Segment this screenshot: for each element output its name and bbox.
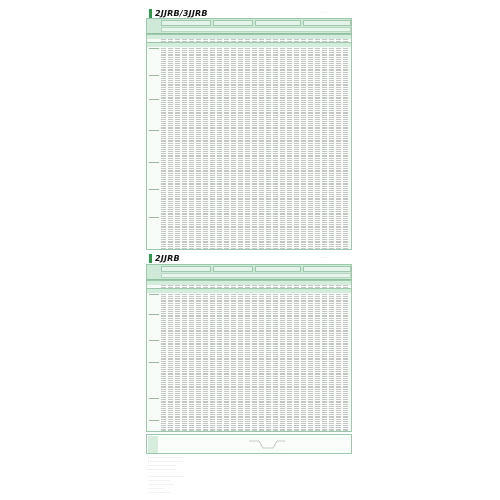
table-row <box>161 84 349 85</box>
cutting-conditions-table-2 <box>146 264 352 432</box>
table-row <box>161 285 349 286</box>
table-row <box>161 205 349 206</box>
table-row <box>161 112 349 113</box>
table-row <box>161 164 349 165</box>
table-row <box>161 378 349 379</box>
table-row <box>161 39 349 40</box>
table-row <box>161 358 349 359</box>
table-row <box>161 186 349 187</box>
table-row <box>161 177 349 178</box>
table-row <box>161 160 349 161</box>
row-group-label <box>149 162 159 163</box>
table-row <box>161 211 349 212</box>
table-row <box>161 337 349 338</box>
footnote-line: • ········ ·· ·· ····· ····· ···· ··· ······· ········ <box>148 461 181 463</box>
table-row <box>161 246 349 247</box>
table-row <box>161 416 349 417</box>
table-row <box>161 361 349 362</box>
units-note: ······ ····· <box>321 12 329 14</box>
table-row <box>161 155 349 156</box>
table-row <box>161 115 349 116</box>
table-row <box>161 371 349 372</box>
table-row <box>161 125 349 126</box>
cutting-conditions-table-1 <box>146 18 352 250</box>
table-row <box>161 50 349 51</box>
table-row <box>161 91 349 92</box>
table-row <box>161 425 349 426</box>
table-row <box>161 354 349 355</box>
table-row <box>161 136 349 137</box>
table-row <box>161 106 349 107</box>
table-row <box>161 414 349 415</box>
depth-diagram-icon <box>247 438 287 452</box>
table-subheader-band <box>147 42 351 47</box>
table-row <box>161 48 349 49</box>
row-group-label <box>149 99 159 100</box>
row-group-label <box>149 314 159 315</box>
table-row <box>161 324 349 325</box>
row-group-label <box>149 362 159 363</box>
table-row <box>161 419 349 420</box>
table-row <box>161 300 349 301</box>
table-row <box>161 78 349 79</box>
section-marker-icon <box>149 9 152 18</box>
table-row <box>161 95 349 96</box>
table-row <box>161 303 349 304</box>
footnote-line: · ········· ··· ······· ····· ······ <box>148 480 170 482</box>
table-row <box>161 162 349 163</box>
table-row <box>161 170 349 171</box>
table-row <box>161 229 349 230</box>
table-row <box>161 123 349 124</box>
table-rows <box>147 34 351 250</box>
table-row <box>161 346 349 347</box>
table-row <box>161 192 349 193</box>
table-row <box>161 145 349 146</box>
table-row <box>161 373 349 374</box>
table-row <box>161 241 349 242</box>
table-row <box>161 132 349 133</box>
row-group-label <box>149 189 159 190</box>
table-row <box>161 76 349 77</box>
table-row <box>161 61 349 62</box>
table-row <box>161 119 349 120</box>
table-row <box>161 231 349 232</box>
row-group-label <box>149 340 159 341</box>
table-row <box>161 130 349 131</box>
table-row <box>161 110 349 111</box>
table-row <box>161 350 349 351</box>
table-row <box>161 309 349 310</box>
table-row <box>161 367 349 368</box>
table-row <box>161 209 349 210</box>
table-row <box>161 382 349 383</box>
table-row <box>161 138 349 139</box>
table-row <box>161 335 349 336</box>
section-heading-1 <box>149 9 208 18</box>
table-row <box>161 179 349 180</box>
table-row <box>161 224 349 225</box>
table-row <box>161 341 349 342</box>
table-row <box>161 307 349 308</box>
table-row <box>161 356 349 357</box>
table-row <box>161 82 349 83</box>
table-row <box>161 389 349 390</box>
table-row <box>161 222 349 223</box>
footnote-line: · ········· ····· ······ ········ ···· ······ ········ ····· <box>148 476 185 478</box>
table-row <box>161 376 349 377</box>
table-row <box>161 63 349 64</box>
table-row <box>161 348 349 349</box>
table-row <box>161 363 349 364</box>
table-row <box>161 213 349 214</box>
table-row <box>161 198 349 199</box>
table-row <box>161 117 349 118</box>
table-row <box>161 315 349 316</box>
table-row <box>161 294 349 295</box>
footnote-line: · ··· ········· ·· ······ ··· ······· <box>148 492 171 494</box>
table-header <box>147 19 351 34</box>
table-row <box>161 429 349 430</box>
table-row <box>161 54 349 55</box>
table-row <box>161 175 349 176</box>
table-row <box>161 248 349 249</box>
table-row <box>161 93 349 94</box>
table-row <box>161 74 349 75</box>
row-group-label <box>149 217 159 218</box>
table-row <box>161 352 349 353</box>
table-row <box>161 406 349 407</box>
table-row <box>161 380 349 381</box>
table-row <box>161 333 349 334</box>
table-row <box>161 87 349 88</box>
table-row <box>161 298 349 299</box>
table-row <box>161 190 349 191</box>
table-row <box>161 173 349 174</box>
table-row <box>161 412 349 413</box>
table-subheader-band <box>147 34 351 39</box>
table-row <box>161 196 349 197</box>
table-row <box>161 318 349 319</box>
table-row <box>161 365 349 366</box>
table-row <box>161 311 349 312</box>
table-row <box>161 391 349 392</box>
table-row <box>161 143 349 144</box>
table-row <box>161 384 349 385</box>
table-row <box>161 181 349 182</box>
table-row <box>161 239 349 240</box>
footnote-line: • ··· ········ ····· ··· ·········· ···· ······ ····· ····· <box>148 457 184 459</box>
table-row <box>161 203 349 204</box>
table-row <box>161 220 349 221</box>
table-row <box>161 399 349 400</box>
row-group-label <box>149 75 159 76</box>
units-note: ······ ····· <box>321 257 329 259</box>
table-row <box>161 67 349 68</box>
table-subheader-band <box>147 288 351 293</box>
table-row <box>161 386 349 387</box>
row-group-label <box>149 398 159 399</box>
table-row <box>161 404 349 405</box>
table-row <box>161 151 349 152</box>
table-row <box>161 104 349 105</box>
table-rows <box>147 280 351 432</box>
table-row <box>161 401 349 402</box>
table-row <box>161 296 349 297</box>
section-marker-icon <box>149 254 152 263</box>
table-row <box>161 108 349 109</box>
table-row <box>161 59 349 60</box>
table-row <box>161 72 349 73</box>
legend-label-cell <box>148 436 158 453</box>
table-row <box>161 52 349 53</box>
table-row <box>161 328 349 329</box>
footnote-line: · ········· ··· ······ ··· <box>148 488 164 490</box>
table-row <box>161 410 349 411</box>
table-row <box>161 69 349 70</box>
table-row <box>161 305 349 306</box>
table-row <box>161 408 349 409</box>
legend-box <box>146 434 352 454</box>
table-row <box>161 201 349 202</box>
table-row <box>161 216 349 217</box>
table-row <box>161 65 349 66</box>
table-row <box>161 369 349 370</box>
table-row <box>161 134 349 135</box>
table-row <box>161 57 349 58</box>
table-row <box>161 233 349 234</box>
table-row <box>161 326 349 327</box>
table-row <box>161 102 349 103</box>
table-subheader-band <box>147 280 351 285</box>
table-row <box>161 313 349 314</box>
table-row <box>161 100 349 101</box>
table-row <box>161 153 349 154</box>
table-row <box>161 397 349 398</box>
table-row <box>161 80 349 81</box>
section-heading-2 <box>149 254 180 263</box>
table-row <box>161 194 349 195</box>
table-row <box>161 226 349 227</box>
table-header <box>147 265 351 280</box>
section-title: 2JJRB/3JJRB <box>155 9 208 18</box>
table-row <box>161 149 349 150</box>
table-row <box>161 97 349 98</box>
table-row <box>161 235 349 236</box>
table-row <box>161 343 349 344</box>
table-row <box>161 339 349 340</box>
table-row <box>161 244 349 245</box>
table-row <box>161 168 349 169</box>
table-row <box>161 330 349 331</box>
table-row <box>161 395 349 396</box>
table-row <box>161 121 349 122</box>
table-row <box>161 237 349 238</box>
table-row <box>161 423 349 424</box>
catalog-page <box>143 0 355 500</box>
footnote-line: • ······· ··· ···· ······ ········ ····· ······ <box>148 469 177 471</box>
footnote-line: · ········· ··· ······· ··· ········ ······ <box>148 484 174 486</box>
footnote-line: • ········· ········· ···· ····· ··· ········· <box>148 465 177 467</box>
table-row <box>161 158 349 159</box>
table-row <box>161 147 349 148</box>
table-row <box>161 188 349 189</box>
row-group-label <box>149 130 159 131</box>
table-row <box>161 207 349 208</box>
table-row <box>161 427 349 428</box>
row-group-label <box>149 294 159 295</box>
section-title: 2JJRB <box>155 254 180 263</box>
table-row <box>161 218 349 219</box>
table-row <box>161 89 349 90</box>
table-row <box>161 127 349 128</box>
table-row <box>161 322 349 323</box>
row-group-label <box>149 48 159 49</box>
table-row <box>161 166 349 167</box>
table-row <box>161 140 349 141</box>
table-row <box>161 320 349 321</box>
table-row <box>161 393 349 394</box>
table-row <box>161 183 349 184</box>
table-row <box>161 421 349 422</box>
row-group-label <box>149 420 159 421</box>
